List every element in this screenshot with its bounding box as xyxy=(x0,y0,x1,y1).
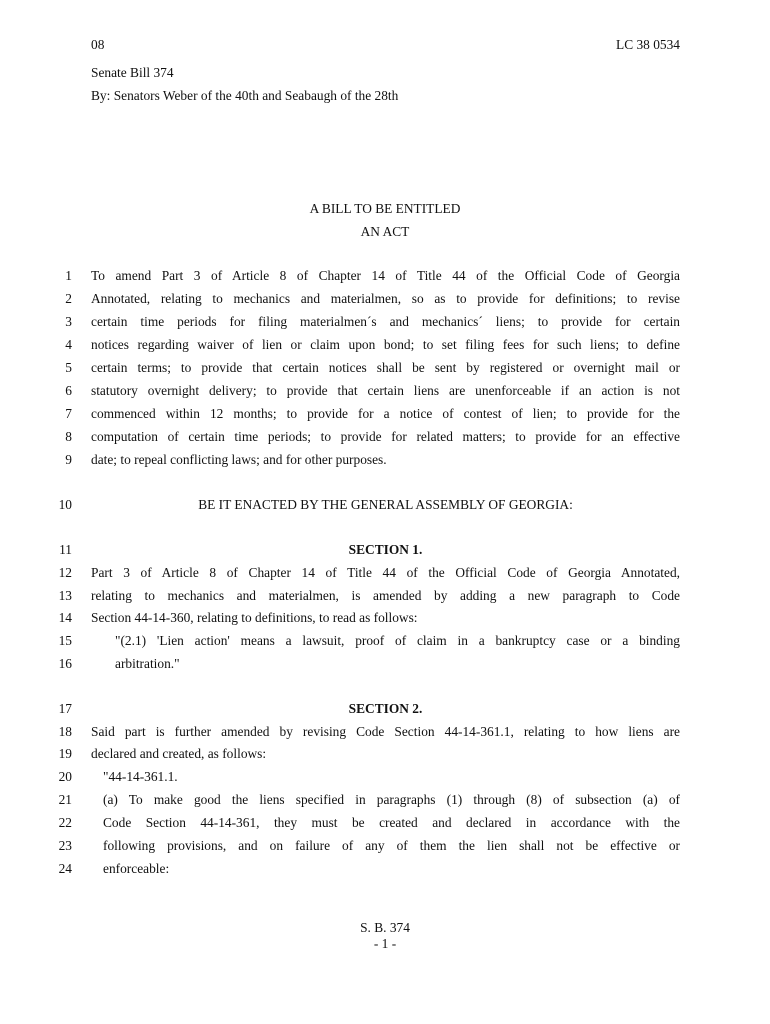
line-text: "(2.1) 'Lien action' means a lawsuit, proof of claim in a bankruptcy case or a binding xyxy=(115,633,680,648)
line-number: 3 xyxy=(65,314,72,329)
bill-sponsors: By: Senators Weber of the 40th and Seabaugh of the 28th xyxy=(91,88,399,103)
enacting-clause: BE IT ENACTED BY THE GENERAL ASSEMBLY OF GEORGIA: xyxy=(198,497,573,512)
line-number: 19 xyxy=(58,746,72,761)
line-number: 17 xyxy=(58,701,72,716)
line-number: 14 xyxy=(58,610,72,625)
bill-line xyxy=(0,746,770,768)
line-text: To amend Part 3 of Article 8 of Chapter 14 of Title 44 of the Official Code of Georgia xyxy=(91,268,680,283)
line-number: 20 xyxy=(58,769,72,784)
bill-line xyxy=(0,565,770,587)
bill-line xyxy=(0,633,770,655)
bill-line xyxy=(0,701,770,723)
line-number: 10 xyxy=(58,497,72,512)
line-number: 16 xyxy=(58,656,72,671)
bill-number: Senate Bill 374 xyxy=(91,65,174,80)
line-text: arbitration." xyxy=(115,656,180,671)
bill-title-line-2: AN ACT xyxy=(360,224,410,239)
bill-line xyxy=(0,314,770,336)
line-number: 11 xyxy=(59,542,72,557)
line-text: Part 3 of Article 8 of Chapter 14 of Title 44 of the Official Code of Georgia Annotated, xyxy=(91,565,680,580)
line-text: "44-14-361.1. xyxy=(103,769,178,784)
session-number: 08 xyxy=(91,37,105,52)
line-text: Code Section 44-14-361, they must be created and declared in accordance with the xyxy=(103,815,680,830)
bill-line xyxy=(0,656,770,678)
line-text: commenced within 12 months; to provide for a notice of contest of lien; to provide for the xyxy=(91,406,680,421)
line-number: 5 xyxy=(65,360,72,375)
line-text: Annotated, relating to mechanics and materialmen, so as to provide for definitions; to revise xyxy=(91,291,680,306)
bill-line xyxy=(0,588,770,610)
bill-line xyxy=(0,497,770,519)
line-number: 13 xyxy=(58,588,72,603)
line-text: Section 44-14-360, relating to definitions, to read as follows: xyxy=(91,610,418,625)
line-number: 24 xyxy=(58,861,72,876)
footer-bill-ref: S. B. 374 xyxy=(360,920,410,935)
line-text: declared and created, as follows: xyxy=(91,746,267,761)
bill-line xyxy=(0,724,770,746)
bill-line xyxy=(0,452,770,474)
bill-title-line-1: A BILL TO BE ENTITLED xyxy=(309,201,461,216)
line-text: enforceable: xyxy=(103,861,170,876)
bill-line xyxy=(0,792,770,814)
bill-line xyxy=(0,360,770,382)
line-number: 22 xyxy=(58,815,72,830)
line-number: 15 xyxy=(58,633,72,648)
line-number: 4 xyxy=(65,337,72,352)
bill-line xyxy=(0,861,770,883)
line-number: 1 xyxy=(65,268,72,283)
line-text: (a) To make good the liens specified in paragraphs (1) through (8) of subsection (a) of xyxy=(103,792,680,807)
line-number: 21 xyxy=(58,792,72,807)
bill-line xyxy=(0,291,770,313)
section-heading: SECTION 2. xyxy=(348,701,423,716)
line-text: notices regarding waiver of lien or claim upon bond; to set filing fees for such liens; to define xyxy=(91,337,680,352)
bill-line xyxy=(0,610,770,632)
line-number: 7 xyxy=(65,406,72,421)
line-text: relating to mechanics and materialmen, is amended by adding a new paragraph to Code xyxy=(91,588,680,603)
line-text: following provisions, and on failure of any of them the lien shall not be effective or xyxy=(103,838,680,853)
line-text: computation of certain time periods; to provide for related matters; to provide for an effective xyxy=(91,429,680,444)
line-number: 6 xyxy=(65,383,72,398)
line-number: 18 xyxy=(58,724,72,739)
bill-line xyxy=(0,838,770,860)
line-number: 12 xyxy=(58,565,72,580)
line-number: 2 xyxy=(65,291,72,306)
bill-line xyxy=(0,337,770,359)
bill-line xyxy=(0,429,770,451)
section-heading: SECTION 1. xyxy=(348,542,423,557)
line-text: Said part is further amended by revising Code Section 44-14-361.1, relating to how liens are xyxy=(91,724,680,739)
bill-line xyxy=(0,815,770,837)
line-text: certain time periods for filing materialmen´s and mechanics´ liens; to provide for certain xyxy=(91,314,680,329)
lc-number: LC 38 0534 xyxy=(616,37,680,52)
line-text: statutory overnight delivery; to provide that certain liens are unenforceable if an action is not xyxy=(91,383,680,398)
line-text: date; to repeal conflicting laws; and for other purposes. xyxy=(91,452,387,467)
line-number: 9 xyxy=(65,452,72,467)
bill-line xyxy=(0,383,770,405)
page-number: - 1 - xyxy=(373,936,397,951)
bill-line xyxy=(0,769,770,791)
bill-line xyxy=(0,542,770,564)
bill-line xyxy=(0,268,770,290)
bill-line xyxy=(0,406,770,428)
line-number: 8 xyxy=(65,429,72,444)
line-number: 23 xyxy=(58,838,72,853)
line-text: certain terms; to provide that certain notices shall be sent by registered or overnight mail or xyxy=(91,360,680,375)
